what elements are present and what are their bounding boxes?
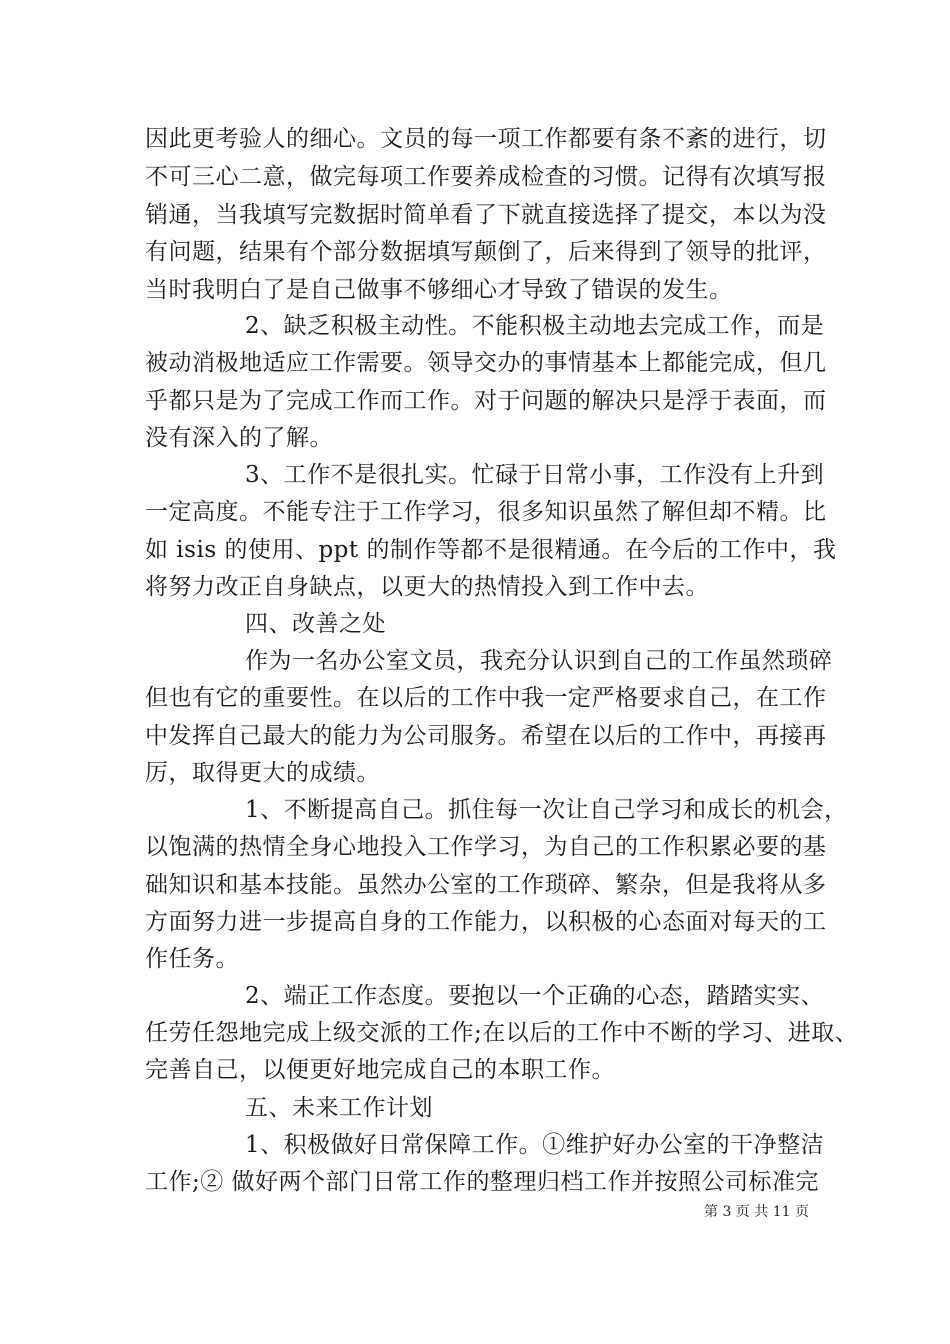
text-line: 厉，取得更大的成绩。: [145, 760, 380, 786]
text-line: 工作;② 做好两个部门日常工作的整理归档工作并按照公司标准完: [145, 1169, 820, 1195]
section-heading: 五、未来工作计划: [245, 1095, 433, 1121]
text-line: 方面努力进一步提高自身的工作能力，以积极的心态面对每天的工: [145, 909, 827, 935]
text-line: 完善自己，以便更好地完成自己的本职工作。: [145, 1057, 615, 1083]
text-line: 没有深入的了解。: [145, 425, 333, 451]
text-line: 乎都只是为了完成工作而工作。对于问题的解决只是浮于表面，而: [145, 388, 827, 414]
text-line-indented: 3、工作不是很扎实。忙碌于日常小事，工作没有上升到: [245, 462, 825, 488]
text-line: 以饱满的热情全身心地投入工作学习，为自己的工作积累必要的基: [145, 834, 827, 860]
text-line: 作任务。: [145, 946, 239, 972]
text-line: 有问题，结果有个部分数据填写颠倒了，后来得到了领导的批评，: [145, 239, 827, 265]
text-line: 销通，当我填写完数据时简单看了下就直接选择了提交，本以为没: [145, 202, 827, 228]
text-line: 被动消极地适应工作需要。领导交办的事情基本上都能完成，但几: [145, 350, 827, 376]
text-line-indented: 作为一名办公室文员，我充分认识到自己的工作虽然琐碎: [245, 648, 833, 674]
page-number-footer: 第 3 页 共 11 页: [704, 1204, 809, 1220]
text-line: 但也有它的重要性。在以后的工作中我一定严格要求自己，在工作: [145, 685, 827, 711]
text-line: 任劳任怨地完成上级交派的工作;在以后的工作中不断的学习、进取、: [145, 1020, 859, 1046]
text-line-indented: 1、积极做好日常保障工作。①维护好办公室的干净整洁: [245, 1132, 825, 1158]
section-heading: 四、改善之处: [245, 611, 386, 637]
text-line: 当时我明白了是自己做事不够细心才导致了错误的发生。: [145, 277, 733, 303]
text-line: 中发挥自己最大的能力为公司服务。希望在以后的工作中，再接再: [145, 723, 827, 749]
text-line: 因此更考验人的细心。文员的每一项工作都要有条不紊的进行，切: [145, 126, 827, 152]
text-line: 一定高度。不能专注于工作学习，很多知识虽然了解但却不精。比: [145, 499, 827, 525]
text-line: 将努力改正自身缺点，以更大的热情投入到工作中去。: [145, 574, 709, 600]
text-line-indented: 1、不断提高自己。抓住每一次让自己学习和成长的机会，: [245, 797, 848, 823]
text-line-indented: 2、端正工作态度。要抱以一个正确的心态，踏踏实实、: [245, 983, 825, 1009]
text-line-indented: 2、缺乏积极主动性。不能积极主动地去完成工作，而是: [245, 313, 825, 339]
text-line: 不可三心二意，做完每项工作要养成检查的习惯。记得有次填写报: [145, 164, 827, 190]
text-line: 如 isis 的使用、ppt 的制作等都不是很精通。在今后的工作中，我: [145, 537, 837, 563]
text-line: 础知识和基本技能。虽然办公室的工作琐碎、繁杂，但是我将从多: [145, 872, 827, 898]
